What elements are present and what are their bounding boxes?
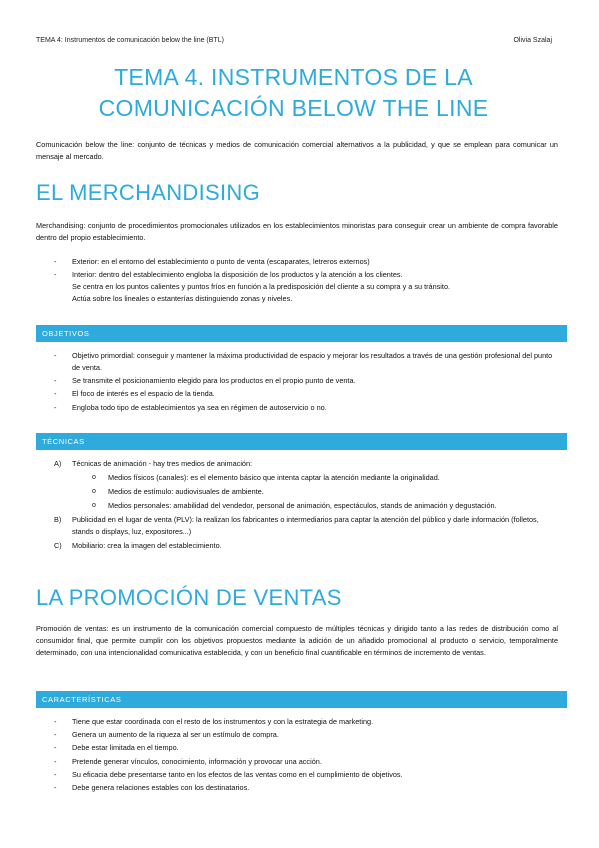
section-bar-objetivos: OBJETIVOS (36, 325, 567, 342)
dash-marker: - (54, 756, 57, 766)
tecnicas-list (36, 458, 558, 554)
dash-marker: - (54, 376, 57, 386)
list-item: - Pretende generar vínculos, conocimiento, información y provocar una acción. (54, 756, 322, 766)
sub-list-item: o Medios personales: amabilidad del vendedor, personal de animación, espectáculos, stands de animación y degustación. (92, 501, 497, 510)
dash-marker: - (54, 257, 57, 266)
list-item: - Su eficacia debe presentarse tanto en los efectos de las ventas como en el cumplimiento de objetivos. (54, 769, 403, 779)
letter-marker: C) (54, 541, 62, 550)
section-bar-caracteristicas: CARACTERÍSTICAS (36, 691, 567, 708)
list-item: - Genera un aumento de la riqueza al ser un estímulo de compra. (54, 730, 279, 740)
list-item: - Tiene que estar coordinada con el resto de los instrumentos y con la estrategia de marketing. (54, 717, 374, 726)
letter-marker: A) (54, 459, 62, 468)
list-item: - Interior: dentro del establecimiento engloba la disposición de los productos y la atención a los clientes. Se centra en los puntos calientes y puntos fríos en función a la predisposición del cliente a su compra y a su tránsito. Actúa sobre los lineales o estanterías distinguiendo zonas y niveles. (36, 269, 558, 305)
caracteristicas-list (36, 716, 558, 795)
list-item: A) Técnicas de animación - hay tres medios de animación: o Medios físicos (canales): es el elemento básico que intenta captar la atención mediante la originalidad. o Medios de estímulo: audiovisuales de ambiente. o Medios personales: amabilidad del vendedor, personal de animación, espectáculos, stands de animación y degustación. (36, 458, 558, 512)
dash-marker: - (54, 730, 57, 740)
dash-marker: - (54, 351, 57, 360)
list-item: B) Publicidad en el lugar de venta (PLV): la realizan los fabricantes o intermediarios para captar la atención del público y darle información (folletos, stands o displays, luz, expositores...) (54, 515, 539, 536)
section-heading-promocion: LA PROMOCIÓN DE VENTAS (36, 585, 342, 610)
list-item: - Objetivo primordial: conseguir y mantener la máxima productividad de espacio y mejorar los resultados a través de una gestión profesional del punto de venta. (54, 351, 553, 372)
sub-list-item: o Medios de estímulo: audiovisuales de ambiente. (92, 487, 264, 496)
dash-marker: - (54, 270, 57, 280)
page-title (36, 62, 551, 124)
bullet-marker: o (92, 474, 96, 481)
dash-marker: - (54, 389, 57, 399)
promocion-definition: Promoción de ventas: es un instrumento de la comunicación comercial compuesto de múltiples técnicas y dirigido tanto a las redes de distribución como al consumidor final, que permite cumplir con los objetivos propuestos mediante la adición de un añadido promocional al producto o servicio, temporalmente determinado, con una intencionalidad comunicativa establecida, y con un beneficio final cuantificable en términos de incremento de ventas. (36, 624, 558, 657)
dash-marker: - (54, 402, 57, 412)
animation-media-list (72, 472, 558, 512)
list-item: - Engloba todo tipo de establecimientos ya sea en régimen de autoservicio o no. (54, 402, 327, 412)
list-item: - Debe genera relaciones estables con los destinatarios. (54, 782, 250, 792)
interior-detail-2: Actúa sobre los lineales o estanterías distinguiendo zonas y niveles. (72, 294, 293, 304)
dash-marker: - (54, 769, 57, 779)
list-item: - Debe estar limitada en el tiempo. (54, 743, 179, 753)
running-header-author: Olivia Szalaj (513, 37, 552, 44)
intro-paragraph: Comunicación below the line: conjunto de técnicas y medios de comunicación comercial alternativos a la publicidad, y que se emplean para comunicar un mensaje al mercado. (36, 140, 558, 161)
list-item: - Exterior: en el entorno del establecimiento o punto de venta (escaparates, letreros externos) (54, 257, 370, 266)
sub-list-item: o Medios físicos (canales): es el elemento básico que intenta captar la atención mediante la originalidad. (92, 473, 440, 482)
list-item: C) Mobiliario: crea la imagen del establecimiento. (54, 541, 222, 550)
letter-marker: B) (54, 515, 62, 524)
title-line-2: COMUNICACIÓN BELOW THE LINE (98, 95, 489, 121)
list-item: - Se transmite el posicionamiento elegido para los productos en el propio punto de venta. (54, 376, 356, 386)
bullet-marker: o (92, 488, 96, 495)
dash-marker: - (54, 717, 57, 726)
section-heading-merchandising: EL MERCHANDISING (36, 180, 261, 205)
merchandising-definition: Merchandising: conjunto de procedimientos promocionales utilizados en los establecimientos minoristas para conseguir crear un ambiente de compra favorable dentro del propio establecimiento. (36, 221, 558, 242)
list-item: - El foco de interés es el espacio de la tienda. (54, 389, 215, 399)
title-line-1: TEMA 4. INSTRUMENTOS DE LA (114, 64, 473, 90)
merchandising-list (36, 256, 558, 306)
bullet-marker: o (92, 502, 96, 509)
objetivos-list (36, 350, 558, 415)
section-bar-tecnicas: TÉCNICAS (36, 433, 567, 450)
dash-marker: - (54, 782, 57, 792)
interior-detail-1: Se centra en los puntos calientes y puntos fríos en función a la predisposición del cliente a su compra y a su tránsito. (72, 282, 451, 292)
dash-marker: - (54, 743, 57, 753)
running-header-left: TEMA 4: Instrumentos de comunicación below the line (BTL) (36, 37, 224, 44)
